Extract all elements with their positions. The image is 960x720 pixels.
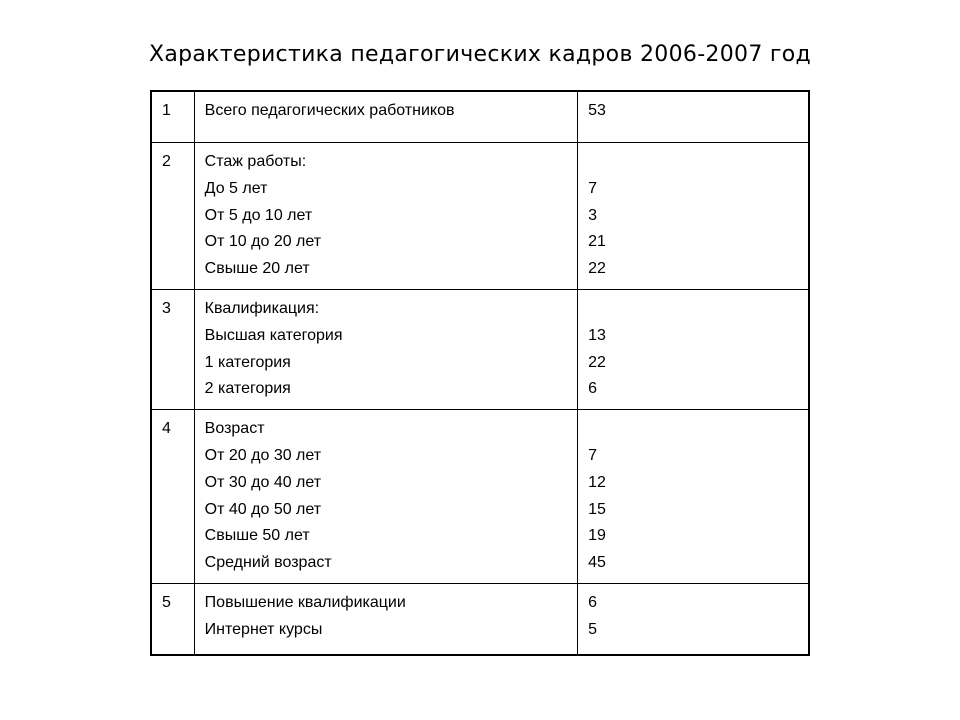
row-label: Повышение квалификации xyxy=(204,593,406,611)
row-value: 21 xyxy=(588,233,606,251)
row-value-cell xyxy=(578,289,809,409)
row-value: 22 xyxy=(588,353,606,371)
row-value: 53 xyxy=(588,102,606,119)
row-label: До 5 лет xyxy=(204,179,268,197)
section-heading: Квалификация: xyxy=(204,299,320,317)
row-value: 15 xyxy=(588,500,606,518)
row-value xyxy=(588,296,798,323)
row-number: 4 xyxy=(162,420,171,438)
row-value: 22 xyxy=(588,260,606,278)
row-value: 45 xyxy=(588,554,606,572)
row-label: Свыше 50 лет xyxy=(204,527,310,545)
row-label-cell xyxy=(194,583,577,655)
row-value: 19 xyxy=(588,527,606,545)
row-label-cell xyxy=(194,289,577,409)
row-value: 13 xyxy=(588,326,606,344)
table-row xyxy=(151,91,809,143)
row-label: Всего педагогических работников xyxy=(204,102,455,119)
row-number-cell xyxy=(151,410,194,584)
row-value xyxy=(588,149,798,176)
row-label: От 40 до 50 лет xyxy=(204,500,322,518)
row-label: Средний возраст xyxy=(204,554,332,572)
table-row xyxy=(151,583,809,655)
row-value: 6 xyxy=(588,593,598,611)
table-row xyxy=(151,410,809,584)
row-number: 5 xyxy=(162,593,171,611)
row-label: От 5 до 10 лет xyxy=(204,206,313,224)
row-label-cell xyxy=(194,91,577,143)
row-label: Интернет курсы xyxy=(204,620,323,638)
row-label: 1 категория xyxy=(204,353,291,371)
row-value: 12 xyxy=(588,473,606,491)
row-label: От 30 до 40 лет xyxy=(204,473,322,491)
row-value: 6 xyxy=(588,380,598,398)
row-value: 7 xyxy=(588,446,598,464)
row-value-cell xyxy=(578,143,809,290)
row-number-cell xyxy=(151,583,194,655)
page-title: Характеристика педагогических кадров 2006-2007 год xyxy=(148,42,812,67)
row-number-cell xyxy=(151,289,194,409)
row-label-cell xyxy=(194,143,577,290)
row-number: 1 xyxy=(162,102,171,119)
row-label: От 20 до 30 лет xyxy=(204,446,322,464)
row-number: 3 xyxy=(162,299,171,317)
row-label: 2 категория xyxy=(204,380,291,398)
row-value: 5 xyxy=(588,620,598,638)
row-value-cell xyxy=(578,91,809,143)
row-label-cell xyxy=(194,410,577,584)
section-heading: Возраст xyxy=(204,420,265,438)
table-row xyxy=(151,143,809,290)
row-label: Свыше 20 лет xyxy=(204,260,310,278)
row-value: 3 xyxy=(588,206,598,224)
section-heading: Стаж работы: xyxy=(204,153,307,170)
table-row xyxy=(151,289,809,409)
row-label: От 10 до 20 лет xyxy=(204,233,322,251)
staff-characteristics-table xyxy=(150,90,810,656)
row-value: 7 xyxy=(588,179,598,197)
row-number: 2 xyxy=(162,153,171,170)
row-number-cell xyxy=(151,91,194,143)
row-value-cell xyxy=(578,583,809,655)
row-value xyxy=(588,416,798,443)
row-label: Высшая категория xyxy=(204,326,343,344)
row-number-cell xyxy=(151,143,194,290)
row-value-cell xyxy=(578,410,809,584)
